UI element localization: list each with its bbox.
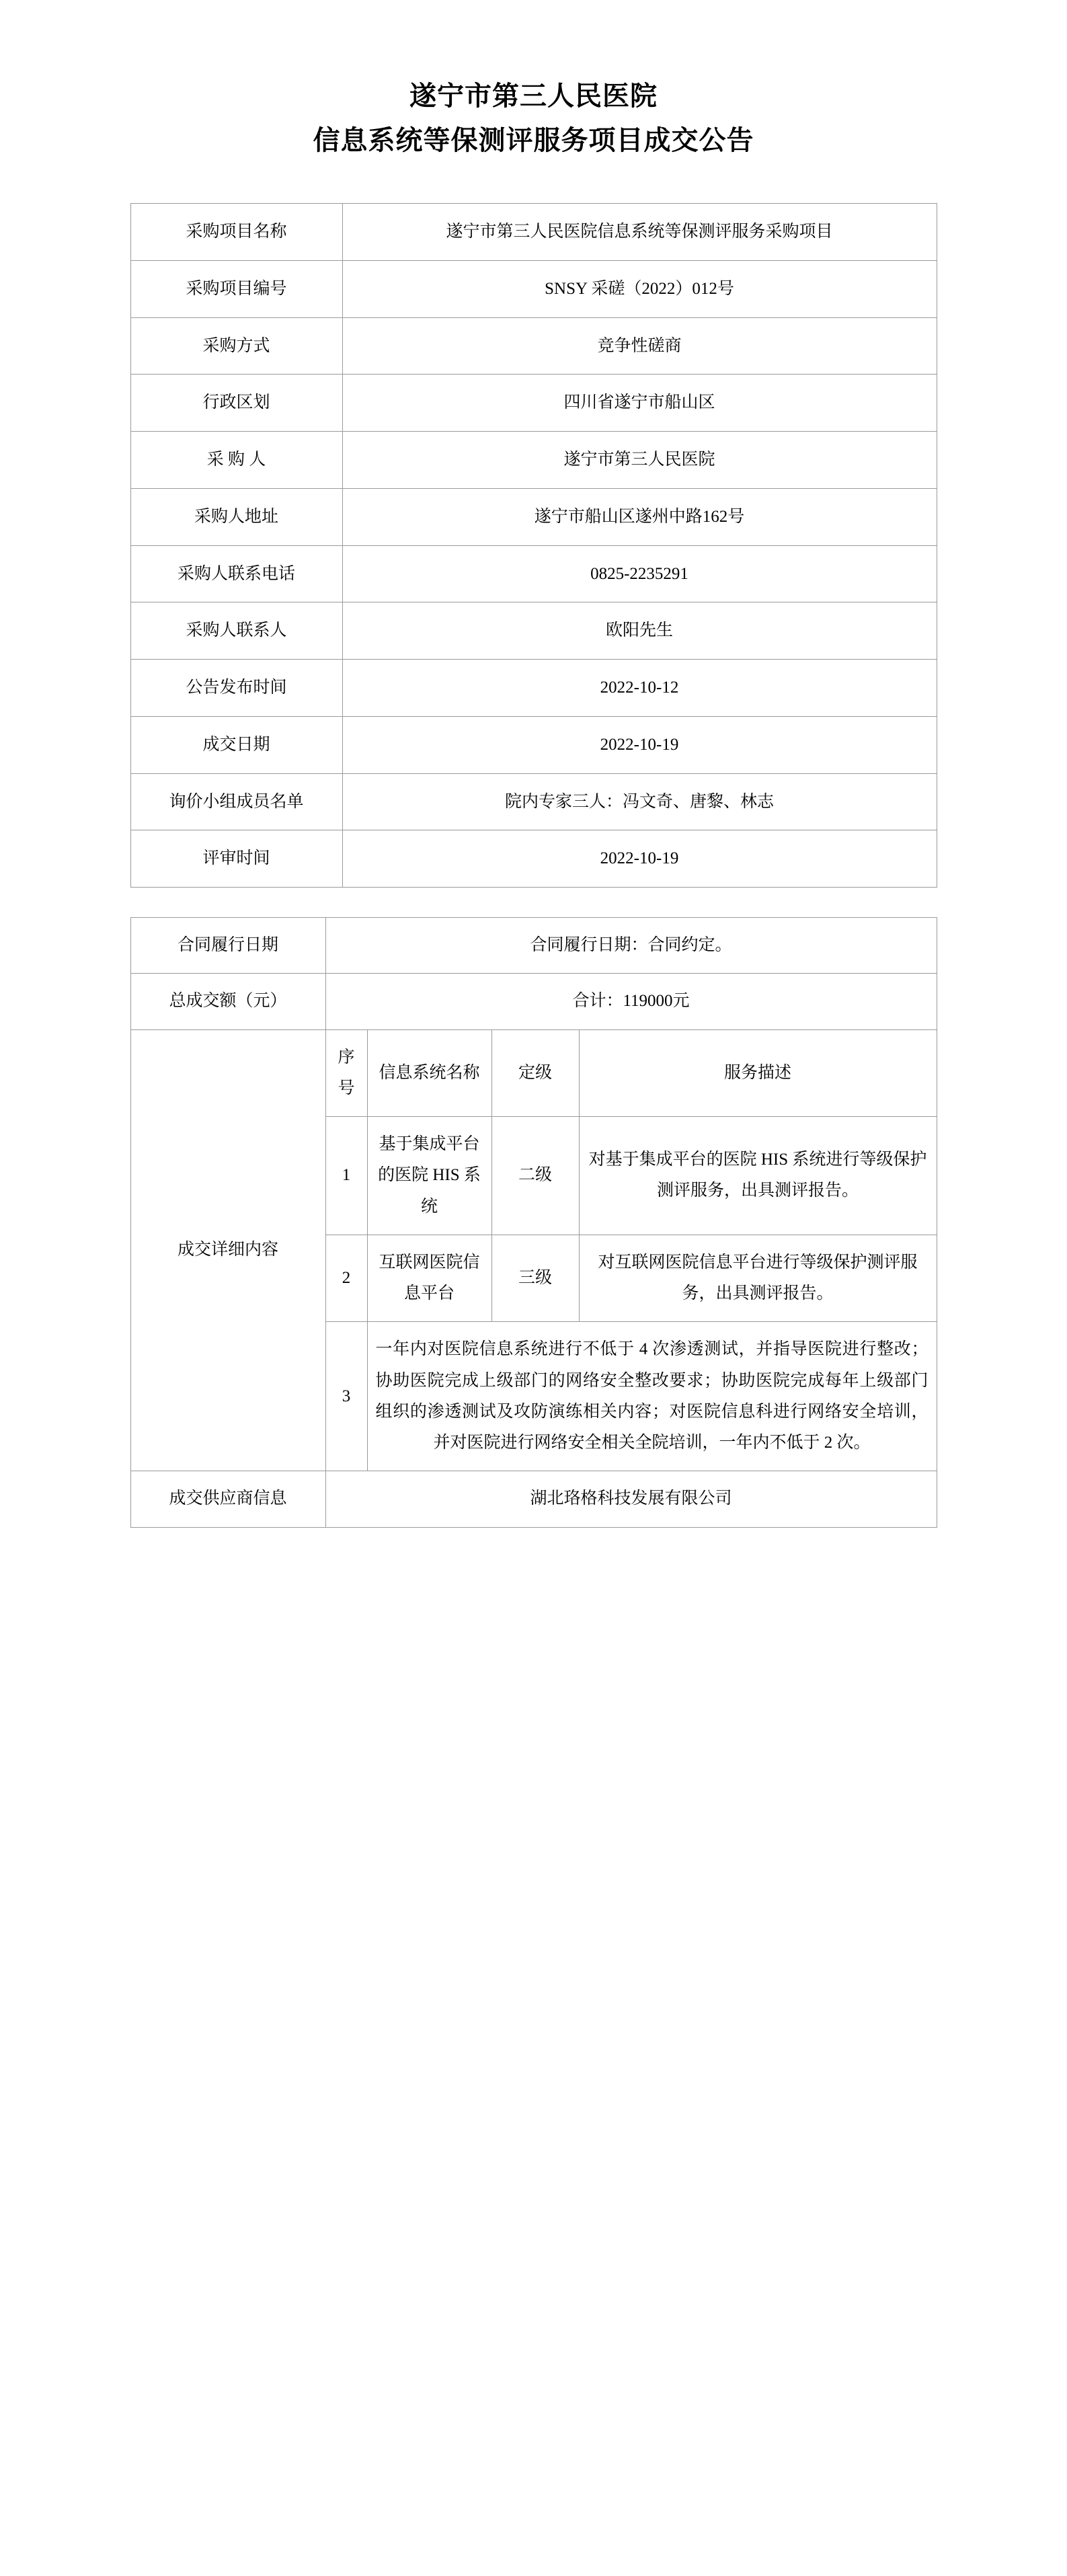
column-header-desc: 服务描述 [579,1029,937,1117]
column-header-level: 定级 [491,1029,579,1117]
table-row [130,432,937,489]
item-1-desc: 对基于集成平台的医院 HIS 系统进行等级保护测评服务，出具测评报告。 [579,1117,937,1235]
row-label-contract-date: 合同履行日期 [130,918,325,974]
row-value-procurement-method: 竞争性磋商 [342,317,937,375]
table-row [130,1471,937,1527]
page-title [118,74,949,163]
row-value-committee-members: 院内专家三人：冯文奇、唐黎、林志 [342,773,937,830]
row-label-award-details: 成交详细内容 [130,1029,325,1471]
table-row [130,375,937,432]
row-label-award-date: 成交日期 [130,716,342,773]
row-value-contract-date: 合同履行日期：合同约定。 [325,918,937,974]
row-value-project-name: 遂宁市第三人民医院信息系统等保测评服务采购项目 [342,204,937,261]
table-row [130,974,937,1029]
column-header-system: 信息系统名称 [367,1029,491,1117]
table-row [130,317,937,375]
item-3-desc: 一年内对医院信息系统进行不低于 4 次渗透测试，并指导医院进行整改；协助医院完成上级部门的网络安全整改要求；协助医院完成每年上级部门组织的渗透测试及攻防演练相关内容；对医院信息科进行网络安全培训，并对医院进行网络安全相关全院培训，一年内不低于 2 次。 [367,1322,937,1471]
table-row [130,830,937,888]
item-2-level: 三级 [491,1235,579,1322]
row-value-purchaser: 遂宁市第三人民医院 [342,432,937,489]
row-label-review-time: 评审时间 [130,830,342,888]
row-label-purchaser-contact: 采购人联系人 [130,602,342,660]
row-label-publish-time: 公告发布时间 [130,660,342,717]
item-1-num: 1 [325,1117,367,1235]
page-title-line-2: 信息系统等保测评服务项目成交公告 [313,125,754,155]
column-header-num: 序号 [325,1029,367,1117]
row-label-project-code: 采购项目编号 [130,260,342,317]
item-3-num: 3 [325,1322,367,1471]
item-1-level: 二级 [491,1117,579,1235]
table-row [130,602,937,660]
row-label-purchaser-phone: 采购人联系电话 [130,545,342,602]
row-value-region: 四川省遂宁市船山区 [342,375,937,432]
row-label-committee-members: 询价小组成员名单 [130,773,342,830]
item-2-num: 2 [325,1235,367,1322]
row-value-publish-time: 2022-10-12 [342,660,937,717]
row-value-supplier: 湖北珞格科技发展有限公司 [325,1471,937,1527]
row-label-procurement-method: 采购方式 [130,317,342,375]
table-row [130,488,937,545]
table-row [130,918,937,974]
table-row [130,204,937,261]
page-title-line-1: 遂宁市第三人民医院 [409,81,658,111]
table-row [130,545,937,602]
row-label-supplier: 成交供应商信息 [130,1471,325,1527]
row-label-purchaser: 采 购 人 [130,432,342,489]
item-2-desc: 对互联网医院信息平台进行等级保护测评服务，出具测评报告。 [579,1235,937,1322]
row-value-review-time: 2022-10-19 [342,830,937,888]
row-label-total-amount: 总成交额（元） [130,974,325,1029]
table-gap-divider [118,888,949,917]
project-info-table [130,203,937,888]
row-label-region: 行政区划 [130,375,342,432]
table-row [130,773,937,830]
row-value-purchaser-contact: 欧阳先生 [342,602,937,660]
row-value-total-amount: 合计：119000元 [325,974,937,1029]
row-label-purchaser-address: 采购人地址 [130,488,342,545]
row-value-award-date: 2022-10-19 [342,716,937,773]
table-row [130,716,937,773]
table-row [130,260,937,317]
row-value-purchaser-phone: 0825-2235291 [342,545,937,602]
table-row [130,1029,937,1117]
table-row [130,660,937,717]
row-value-purchaser-address: 遂宁市船山区遂州中路162号 [342,488,937,545]
row-value-project-code: SNSY 采磋（2022）012号 [342,260,937,317]
row-label-project-name: 采购项目名称 [130,204,342,261]
award-detail-table [130,917,937,1528]
item-1-system: 基于集成平台的医院 HIS 系统 [367,1117,491,1235]
item-2-system: 互联网医院信息平台 [367,1235,491,1322]
